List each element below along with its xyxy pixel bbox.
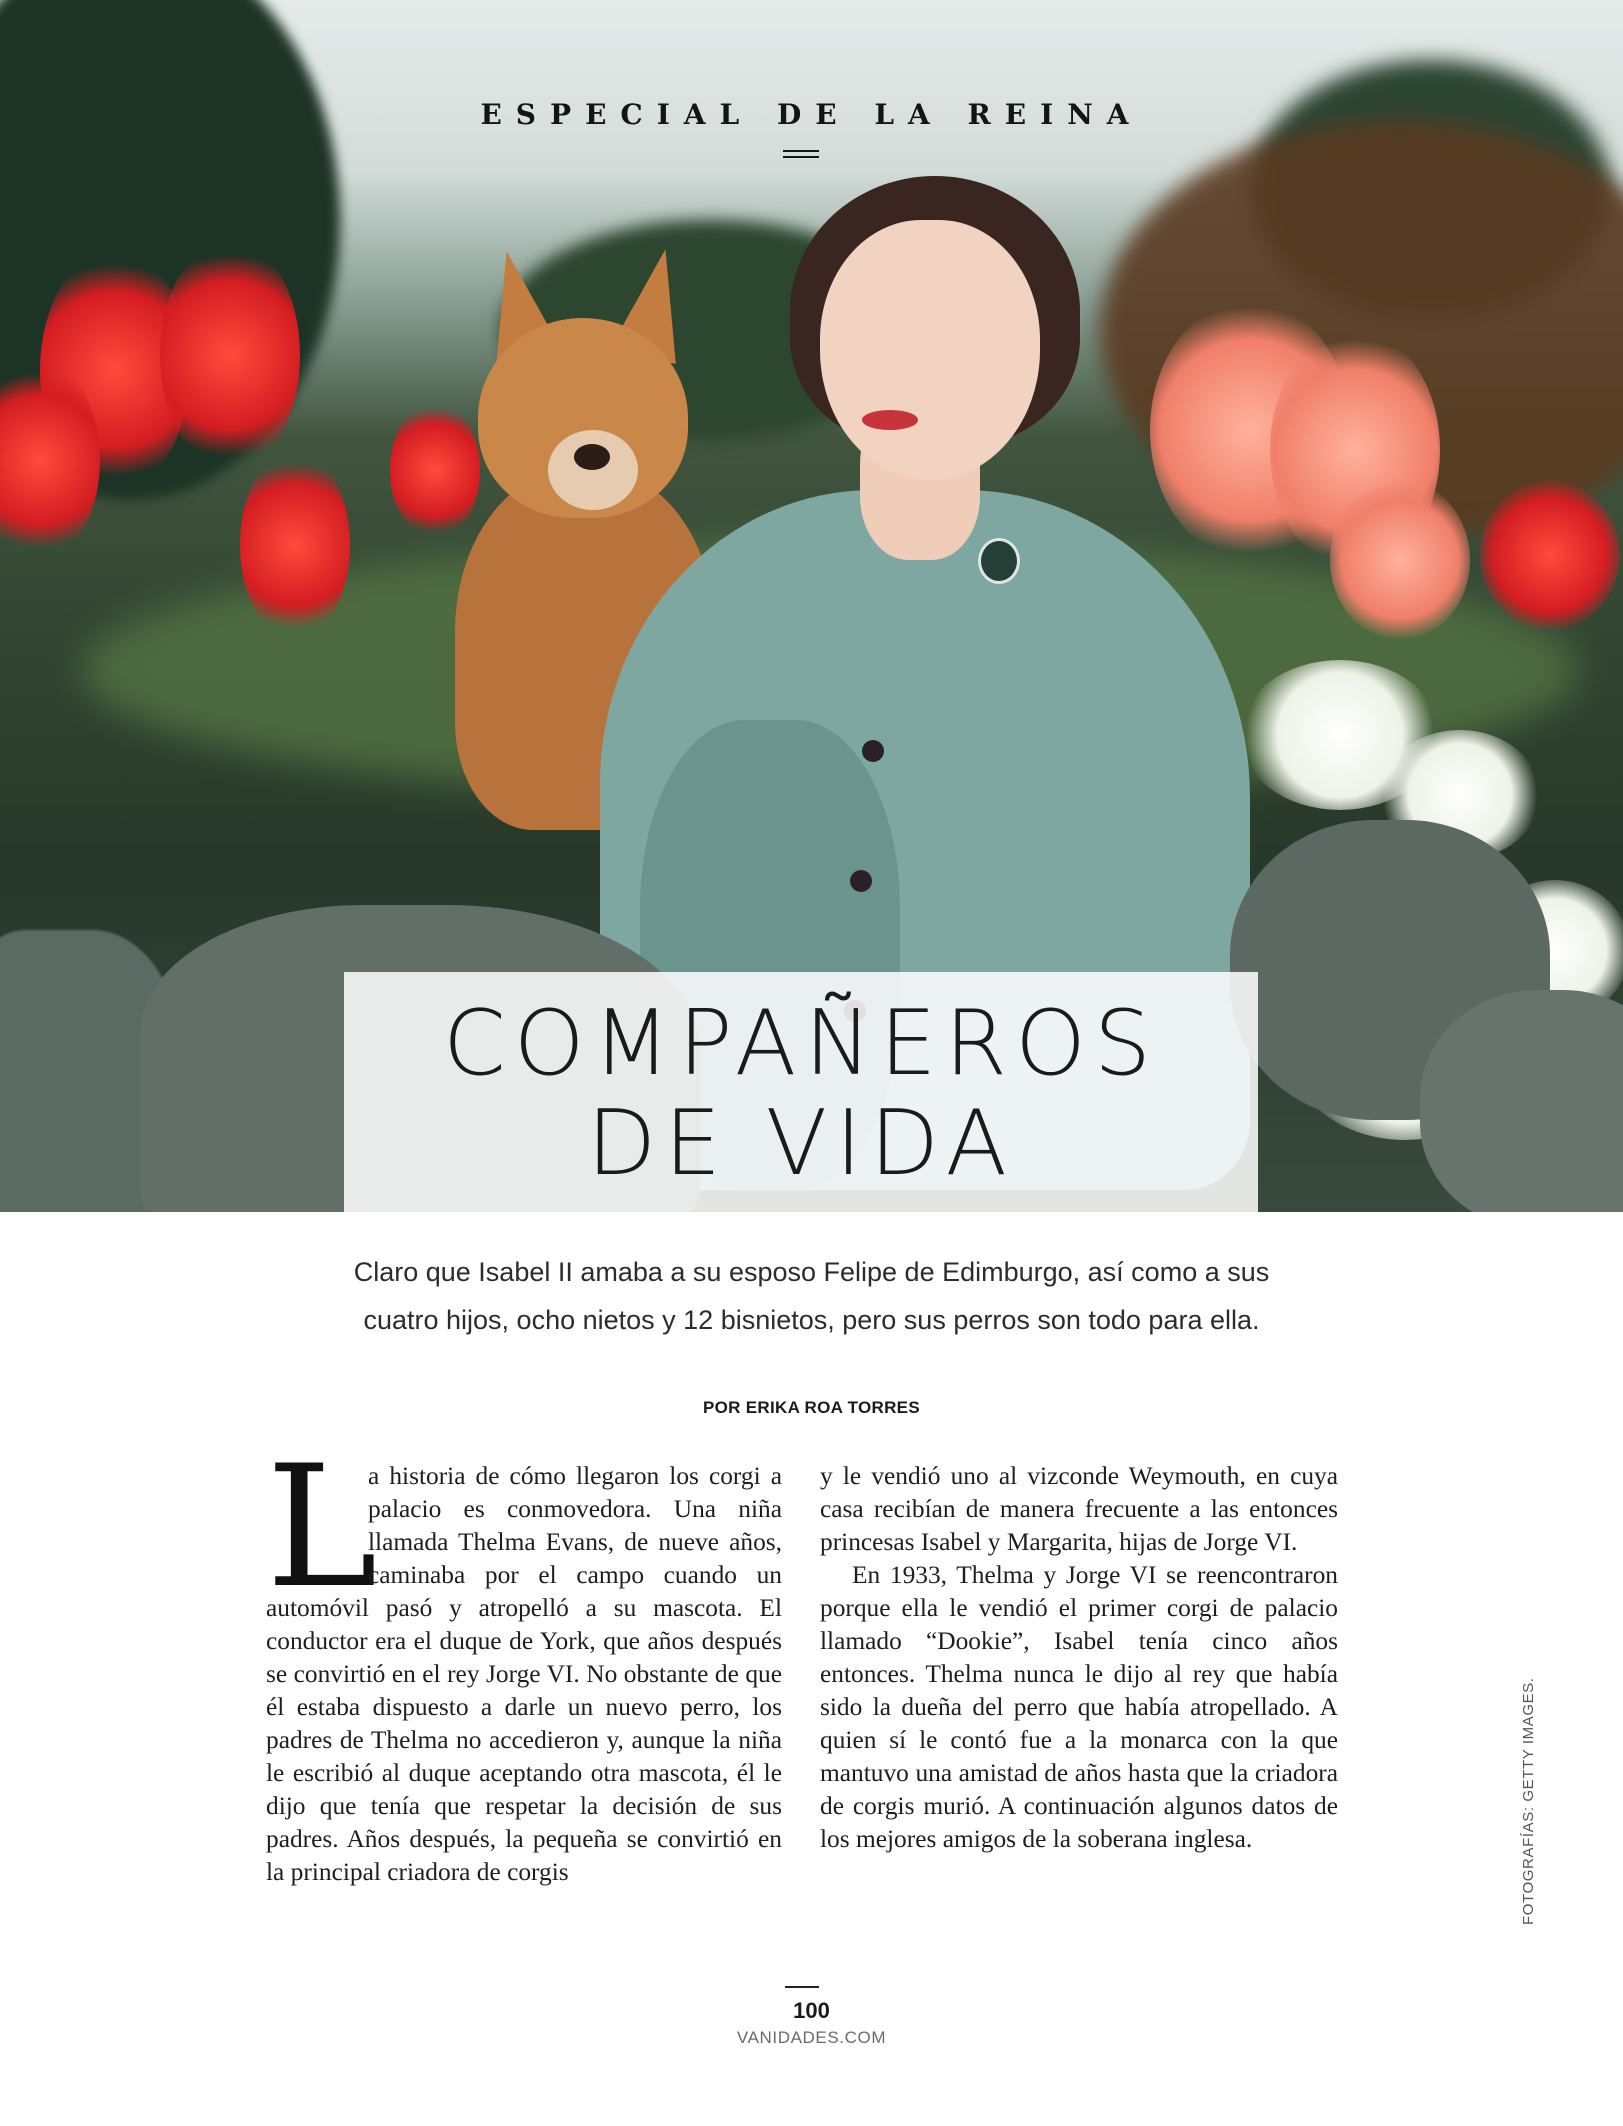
pink-flowers xyxy=(1330,480,1470,640)
coat-button xyxy=(862,740,884,762)
title-line-2: DE VIDA xyxy=(586,1091,1016,1196)
body-paragraph: a historia de cómo llegaron los corgi a palacio es conmovedora. Una niña llamada Thelma Evans, de nueve años, caminaba por el campo cuando un automóvil pasó y atropelló a su mascota. El conductor era el duque de York, que años después se convirtió en el rey Jorge VI. No obstante de que él estaba dispuesto a darle un nuevo perro, los padres de Thelma no accedieron y, aunque la niña le escribió al duque aceptando otra mascota, él le dijo que tenía que respetar la decisión de sus padres. Años después, la pequeña se convirtió en la principal criadora de corgis xyxy=(266,1462,782,1886)
section-divider xyxy=(783,156,819,158)
lips xyxy=(862,410,918,430)
drop-cap: L xyxy=(266,1429,378,1625)
article-deck xyxy=(300,1248,1323,1344)
corgi-snout xyxy=(548,430,638,510)
deck-line-1: Claro que Isabel II amaba a su esposo Felipe de Edimburgo, así como a sus xyxy=(353,1257,1270,1287)
body-column-2 xyxy=(820,1460,1338,1856)
red-flowers xyxy=(160,240,300,470)
red-flowers xyxy=(1480,480,1620,630)
page-number: 100 xyxy=(793,1998,830,2023)
section-label: ESPECIAL DE LA REINA xyxy=(480,98,1143,131)
article-title xyxy=(344,991,1258,1196)
coat-button xyxy=(850,870,872,892)
byline: POR ERIKA ROA TORRES xyxy=(703,1398,920,1417)
title-panel xyxy=(344,972,1258,1212)
title-line-1: COMPAÑEROS xyxy=(442,991,1160,1096)
corgi-nose xyxy=(574,444,610,470)
red-flowers xyxy=(240,450,350,640)
folio-divider xyxy=(785,1986,819,1988)
body-paragraph: En 1933, Thelma y Jorge VI se reencontraron porque ella le vendió el primer corgi de palacio llamado “Dookie”, Isabel tenía cinco años entonces. Thelma nunca le dijo al rey que había sido la dueña del perro que había atropellado. A quien sí le contó fue a la monarca con la que mantuvo una amistad de años hasta que la criadora de corgis murió. A continuación algunos datos de los mejores amigos de la soberana inglesa. xyxy=(820,1561,1338,1853)
deck-line-2: cuatro hijos, ocho nietos y 12 bisnietos, pero sus perros son todo para ella. xyxy=(363,1305,1260,1335)
brooch xyxy=(978,538,1020,584)
site-url: VANIDADES.COM xyxy=(736,2028,887,2047)
red-flowers xyxy=(390,400,480,540)
face xyxy=(820,220,1040,480)
section-divider xyxy=(783,150,819,152)
photo-credit: FOTOGRAFÍAS: GETTY IMAGES. xyxy=(1520,1677,1537,1925)
body-column-1 xyxy=(266,1429,782,1889)
body-paragraph: y le vendió uno al vizconde Weymouth, en cuya casa recibían de manera frecuente a las entonces princesas Isabel y Margarita, hijas de Jorge VI. xyxy=(820,1462,1338,1556)
